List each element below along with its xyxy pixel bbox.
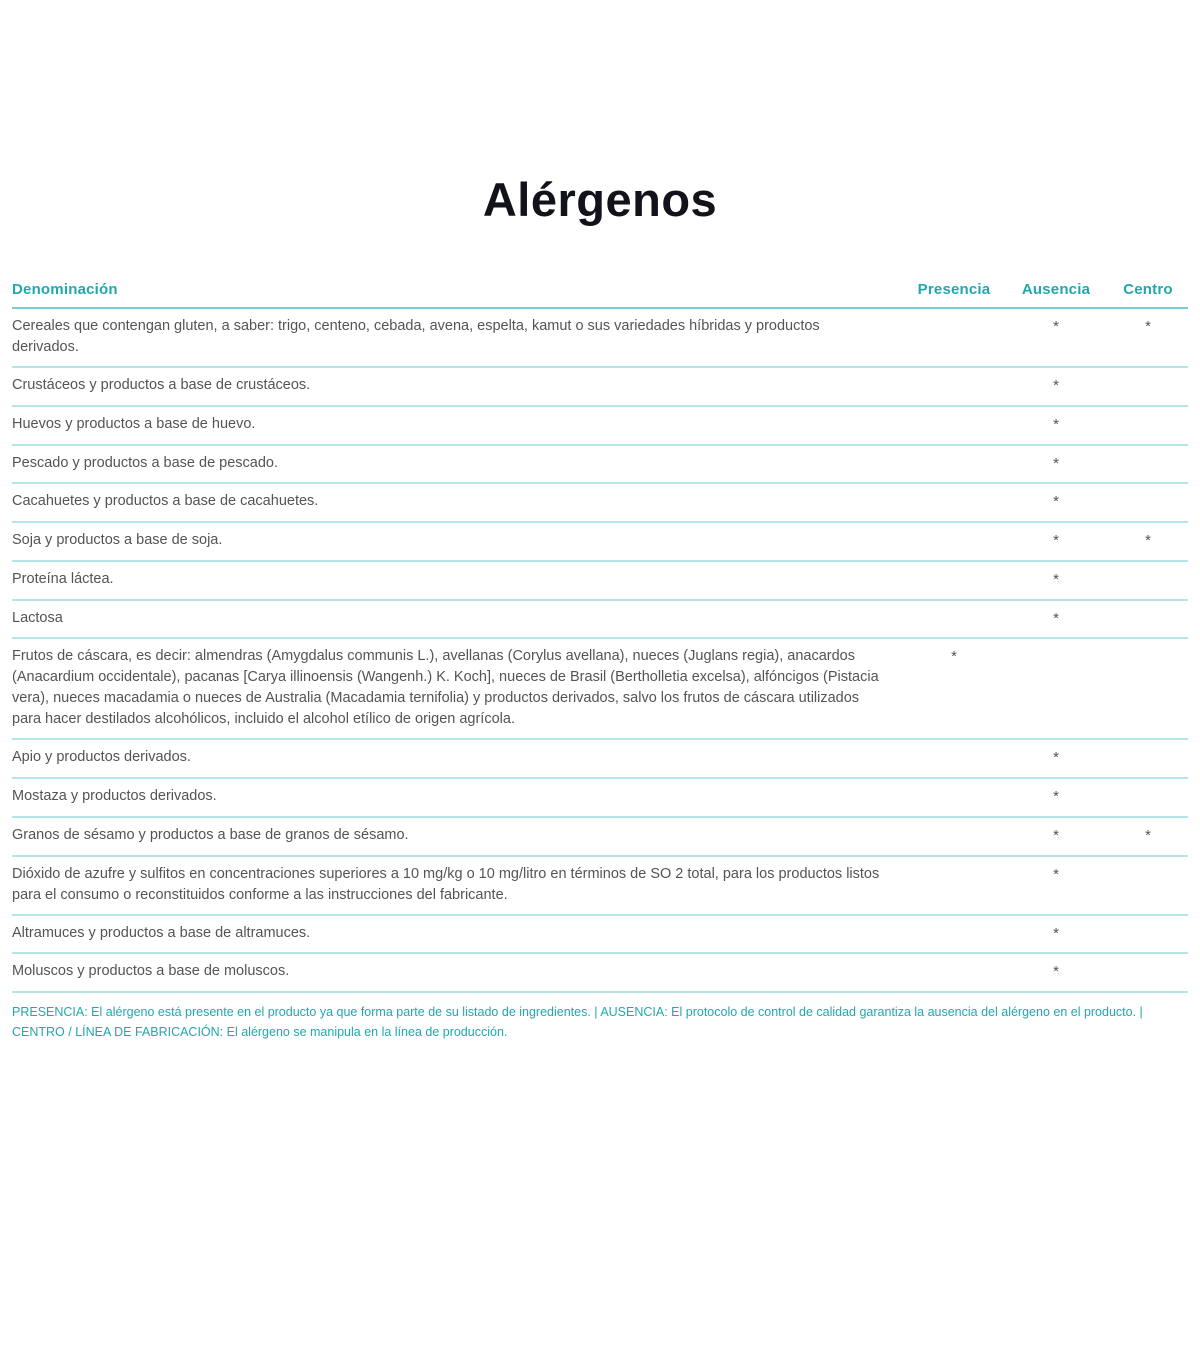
allergen-name: Cacahuetes y productos a base de cacahuetes. bbox=[12, 483, 904, 522]
table-row bbox=[12, 483, 1188, 522]
centro-mark bbox=[1108, 953, 1188, 992]
allergen-name: Apio y productos derivados. bbox=[12, 739, 904, 778]
allergen-name: Dióxido de azufre y sulfitos en concentraciones superiores a 10 mg/kg o 10 mg/litro en términos de SO 2 total, para los productos listos para el consumo o reconstituidos conforme a las instrucciones del fabricante. bbox=[12, 856, 904, 915]
presencia-mark bbox=[904, 308, 1004, 367]
column-header-ausencia: Ausencia bbox=[1004, 281, 1108, 308]
ausencia-mark: * bbox=[1004, 817, 1108, 856]
table-row bbox=[12, 953, 1188, 992]
ausencia-mark: * bbox=[1004, 308, 1108, 367]
ausencia-mark: * bbox=[1004, 600, 1108, 639]
presencia-mark: * bbox=[904, 638, 1004, 739]
centro-mark bbox=[1108, 739, 1188, 778]
ausencia-mark: * bbox=[1004, 483, 1108, 522]
ausencia-mark: * bbox=[1004, 406, 1108, 445]
allergen-name: Cereales que contengan gluten, a saber: trigo, centeno, cebada, avena, espelta, kamut o sus variedades híbridas y productos derivados. bbox=[12, 308, 904, 367]
centro-mark bbox=[1108, 406, 1188, 445]
presencia-mark bbox=[904, 406, 1004, 445]
table-header-row bbox=[12, 281, 1188, 308]
presencia-mark bbox=[904, 778, 1004, 817]
ausencia-mark: * bbox=[1004, 953, 1108, 992]
table-row bbox=[12, 778, 1188, 817]
allergen-name: Lactosa bbox=[12, 600, 904, 639]
presencia-mark bbox=[904, 600, 1004, 639]
allergen-table bbox=[12, 281, 1188, 993]
allergen-name: Altramuces y productos a base de altramuces. bbox=[12, 915, 904, 954]
presencia-mark bbox=[904, 445, 1004, 484]
allergen-name: Frutos de cáscara, es decir: almendras (Amygdalus communis L.), avellanas (Corylus avellana), nueces (Juglans regia), anacardos (Anacardium occidentale), pacanas [Carya illinoensis (Wangenh.) K. Koch], nueces de Brasil (Bertholletia excelsa), alfóncigos (Pistacia vera), nueces macadamia o nueces de Australia (Macadamia ternifolia) y productos derivados, salvo los frutos de cáscara utilizados para hacer destilados alcohólicos, incluido el alcohol etílico de origen agrícola. bbox=[12, 638, 904, 739]
table-row bbox=[12, 406, 1188, 445]
ausencia-mark: * bbox=[1004, 367, 1108, 406]
table-row bbox=[12, 561, 1188, 600]
ausencia-mark: * bbox=[1004, 778, 1108, 817]
legend-text: PRESENCIA: El alérgeno está presente en el producto ya que forma parte de su listado de ingredientes. | AUSENCIA: El protocolo de control de calidad garantiza la ausencia del alérgeno en el producto. | CENTRO / LÍNEA DE FABRICACIÓN: El alérgeno se manipula en la línea de producción. bbox=[12, 1005, 1143, 1040]
centro-mark bbox=[1108, 483, 1188, 522]
table-row bbox=[12, 308, 1188, 367]
centro-mark bbox=[1108, 445, 1188, 484]
presencia-mark bbox=[904, 856, 1004, 915]
column-header-presencia: Presencia bbox=[904, 281, 1004, 308]
centro-mark bbox=[1108, 367, 1188, 406]
table-body bbox=[12, 308, 1188, 992]
centro-mark bbox=[1108, 638, 1188, 739]
centro-mark: * bbox=[1108, 817, 1188, 856]
allergen-name: Huevos y productos a base de huevo. bbox=[12, 406, 904, 445]
table-row bbox=[12, 600, 1188, 639]
table-row bbox=[12, 817, 1188, 856]
presencia-mark bbox=[904, 483, 1004, 522]
allergen-name: Proteína láctea. bbox=[12, 561, 904, 600]
presencia-mark bbox=[904, 561, 1004, 600]
presencia-mark bbox=[904, 915, 1004, 954]
table-row bbox=[12, 915, 1188, 954]
column-header-denominacion: Denominación bbox=[12, 281, 904, 308]
presencia-mark bbox=[904, 522, 1004, 561]
page-title: Alérgenos bbox=[482, 173, 718, 226]
table-row bbox=[12, 445, 1188, 484]
ausencia-mark: * bbox=[1004, 856, 1108, 915]
ausencia-mark: * bbox=[1004, 739, 1108, 778]
table-row bbox=[12, 739, 1188, 778]
ausencia-mark: * bbox=[1004, 522, 1108, 561]
ausencia-mark: * bbox=[1004, 445, 1108, 484]
centro-mark bbox=[1108, 561, 1188, 600]
ausencia-mark bbox=[1004, 638, 1108, 739]
column-header-centro: Centro bbox=[1108, 281, 1188, 308]
presencia-mark bbox=[904, 367, 1004, 406]
allergen-name: Granos de sésamo y productos a base de granos de sésamo. bbox=[12, 817, 904, 856]
table-row bbox=[12, 522, 1188, 561]
centro-mark: * bbox=[1108, 522, 1188, 561]
allergen-name: Crustáceos y productos a base de crustáceos. bbox=[12, 367, 904, 406]
ausencia-mark: * bbox=[1004, 561, 1108, 600]
centro-mark: * bbox=[1108, 308, 1188, 367]
centro-mark bbox=[1108, 600, 1188, 639]
centro-mark bbox=[1108, 778, 1188, 817]
ausencia-mark: * bbox=[1004, 915, 1108, 954]
presencia-mark bbox=[904, 953, 1004, 992]
table-row bbox=[12, 856, 1188, 915]
presencia-mark bbox=[904, 739, 1004, 778]
allergen-name: Mostaza y productos derivados. bbox=[12, 778, 904, 817]
presencia-mark bbox=[904, 817, 1004, 856]
allergen-name: Soja y productos a base de soja. bbox=[12, 522, 904, 561]
centro-mark bbox=[1108, 856, 1188, 915]
allergen-name: Moluscos y productos a base de moluscos. bbox=[12, 953, 904, 992]
allergen-name: Pescado y productos a base de pescado. bbox=[12, 445, 904, 484]
table-row bbox=[12, 367, 1188, 406]
centro-mark bbox=[1108, 915, 1188, 954]
table-row bbox=[12, 638, 1188, 739]
